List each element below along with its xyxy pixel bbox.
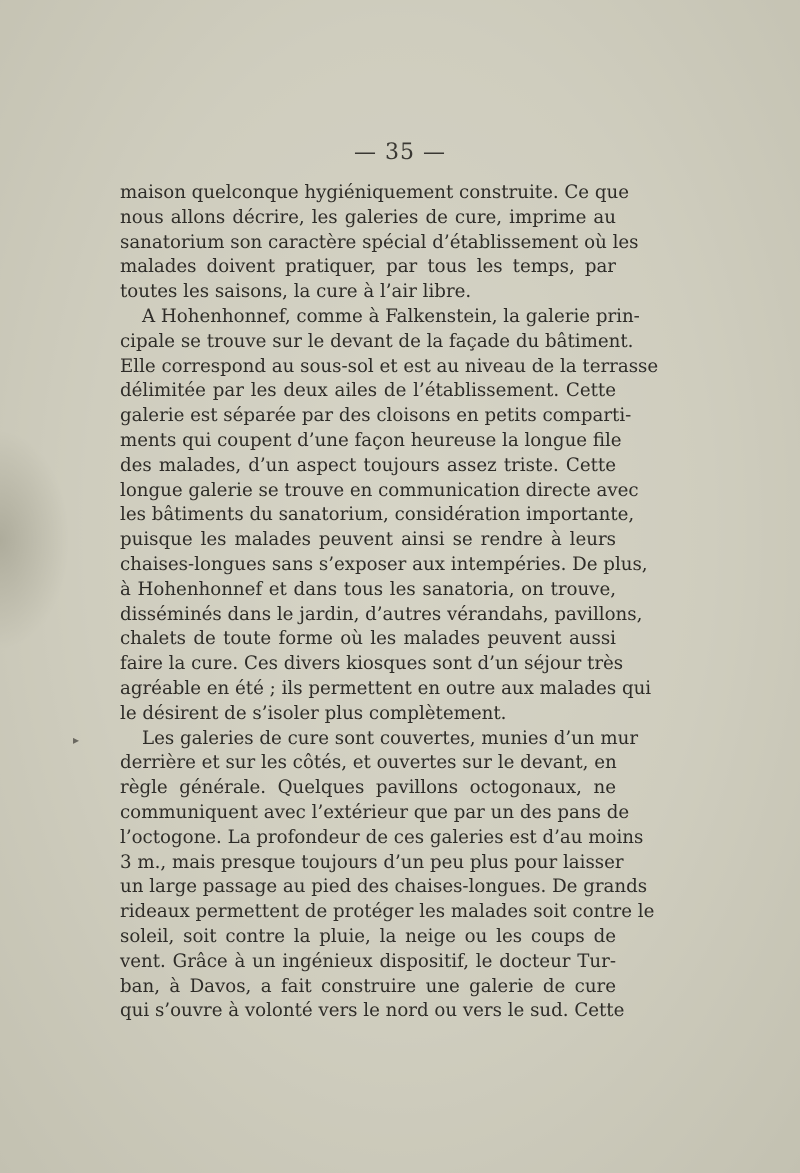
- text-line: soleil, soit contre la pluie, la neige ou les coups de: [120, 925, 616, 947]
- page-number: — 35 —: [354, 140, 446, 165]
- text-line: les bâtiments du sanatorium, considération importante,: [120, 504, 635, 526]
- text-line: ban, à Davos, a fait construire une galerie de cure: [120, 975, 616, 997]
- text-line: A Hohenhonnef, comme à Falkenstein, la galerie prin-: [142, 305, 640, 327]
- text-line: puisque les malades peuvent ainsi se rendre à leurs: [120, 529, 616, 551]
- text-line: maison quelconque hygiéniquement construite. Ce que: [120, 182, 629, 203]
- page-edge-shadow: [0, 430, 70, 650]
- text-line: un large passage au pied des chaises-longues. De grands: [120, 876, 648, 898]
- body-text: [120, 181, 659, 1024]
- text-line: le désirent de s’isoler plus complètement.: [120, 702, 507, 724]
- text-line: 3 m., mais presque toujours d’un peu plus pour laisser: [120, 851, 624, 873]
- text-line: malades doivent pratiquer, par tous les temps, par: [120, 256, 616, 278]
- text-line: rideaux permettent de protéger les malades soit contre le: [120, 901, 655, 923]
- text-line: nous allons décrire, les galeries de cure, imprime au: [120, 206, 616, 228]
- text-line: à Hohenhonnef et dans tous les sanatoria, on trouve,: [120, 578, 616, 600]
- text-line: règle générale. Quelques pavillons octogonaux, ne: [120, 777, 616, 799]
- text-line: sanatorium son caractère spécial d’établissement où les: [120, 231, 639, 253]
- text-line: l’octogone. La profondeur de ces galeries est d’au moins: [120, 826, 644, 848]
- text-line: longue galerie se trouve en communication directe avec: [120, 479, 639, 501]
- text-line: derrière et sur les côtés, et ouvertes sur le devant, en: [120, 752, 617, 774]
- text-line: faire la cure. Ces divers kiosques sont d’un séjour très: [120, 653, 624, 675]
- text-line: qui s’ouvre à volonté vers le nord ou vers le sud. Cette: [120, 1000, 625, 1022]
- text-line: chaises-longues sans s’exposer aux intempéries. De plus,: [120, 553, 648, 575]
- text-line: cipale se trouve sur le devant de la façade du bâtiment.: [120, 330, 634, 352]
- margin-mark: ▸: [73, 733, 80, 747]
- text-line: délimitée par les deux ailes de l’établissement. Cette: [120, 380, 616, 402]
- text-line: Les galeries de cure sont couvertes, munies d’un mur: [142, 727, 639, 749]
- text-line: Elle correspond au sous-sol et est au niveau de la terrasse: [120, 355, 659, 377]
- text-line: communiquent avec l’extérieur que par un des pans de: [120, 801, 630, 823]
- text-line: chalets de toute forme où les malades peuvent aussi: [120, 628, 616, 650]
- text-line: disséminés dans le jardin, d’autres vérandahs, pavillons,: [120, 603, 643, 625]
- text-line: des malades, d’un aspect toujours assez triste. Cette: [120, 454, 616, 476]
- text-line: vent. Grâce à un ingénieux dispositif, le docteur Tur-: [120, 950, 616, 972]
- text-line: agréable en été ; ils permettent en outre aux malades qui: [120, 677, 652, 699]
- text-line: ments qui coupent d’une façon heureuse la longue file: [120, 429, 622, 451]
- text-line: galerie est séparée par des cloisons en petits comparti-: [120, 405, 632, 427]
- text-line: toutes les saisons, la cure à l’air libre.: [120, 281, 472, 303]
